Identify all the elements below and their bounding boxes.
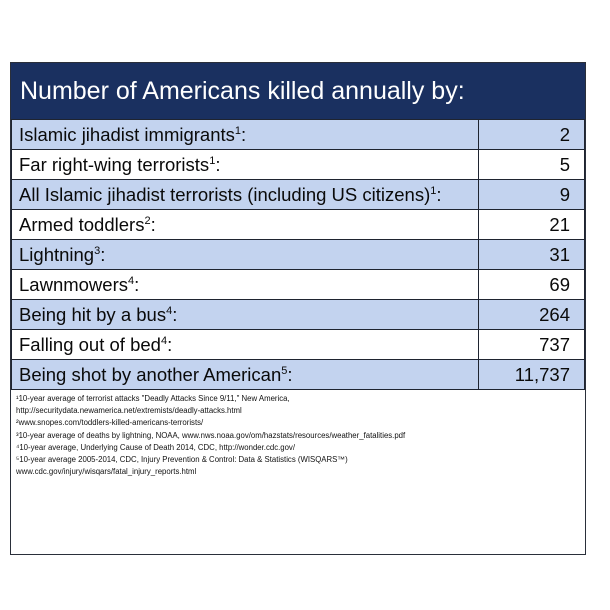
table-row [12, 180, 585, 210]
table-row [12, 330, 585, 360]
footnote-marker: 2 [144, 214, 151, 227]
row-label-cell: Lawnmowers$^4$: [12, 270, 479, 300]
table-title: Number of Americans killed annually by: [11, 63, 585, 119]
row-label: Falling out of bed [19, 333, 161, 355]
row-value: 9 [479, 180, 585, 210]
row-label: Being hit by a bus [19, 303, 167, 325]
footnote-line: ³10-year average of deaths by lightning, NOAA, www.nws.noaa.gov/om/hazstats/resources/weather_fatalities.pdf [16, 430, 406, 440]
footnote-marker: 5 [281, 364, 288, 377]
row-label: Lawnmowers [19, 273, 128, 295]
footnote-marker: 1 [209, 154, 216, 167]
footnote-marker: 4 [160, 334, 168, 347]
footnote-marker: 4 [166, 304, 173, 317]
row-label: Islamic jihadist immigrants [19, 123, 235, 145]
row-value: 21 [479, 210, 585, 240]
row-label-cell: Armed toddlers$^2$: [12, 210, 479, 240]
table-row [12, 240, 585, 270]
footnote-line: ⁵10-year average 2005-2014, CDC, Injury Prevention & Control: Data & Statistics (WISQARS™) [16, 455, 348, 465]
table-row [12, 210, 585, 240]
row-value: 5 [479, 150, 585, 180]
table-row [12, 360, 585, 390]
row-label: Armed toddlers [19, 213, 145, 235]
row-label-cell: Far right-wing terrorists$^1$: [12, 150, 479, 180]
row-label: Lightning [19, 243, 95, 265]
row-value: 2 [479, 120, 585, 150]
footnote-line: www.cdc.gov/injury/wisqars/fatal_injury_reports.html [16, 467, 197, 477]
row-value: 69 [479, 270, 585, 300]
table-row [12, 300, 585, 330]
row-value: 31 [479, 240, 585, 270]
row-value: 264 [479, 300, 585, 330]
table-row [12, 150, 585, 180]
row-label-cell: Lightning$^3$: [12, 240, 479, 270]
row-label: Being shot by another American [19, 363, 282, 385]
data-table [11, 119, 585, 390]
table-row [12, 120, 585, 150]
row-label-cell: Falling out of bed$^4$: [12, 330, 479, 360]
footnote-marker: 1 [430, 184, 437, 197]
footnote-line: http://securitydata.newamerica.net/extremists/deadly-attacks.html [16, 406, 242, 416]
row-label-cell: Islamic jihadist immigrants$^1$: [12, 120, 479, 150]
row-label-cell: All Islamic jihadist terrorists (including US citizens)$^1$: [12, 180, 479, 210]
row-label: All Islamic jihadist terrorists (including US citizens) [19, 183, 431, 205]
row-label-cell: Being hit by a bus$^4$: [12, 300, 479, 330]
row-value: 11,737 [479, 360, 585, 390]
footnote-line: ⁴10-year average, Underlying Cause of Death 2014, CDC, http://wonder.cdc.gov/ [16, 442, 295, 452]
footnote-marker: 3 [94, 244, 101, 257]
footnote-marker: 1 [234, 124, 242, 137]
footnote-line: ²www.snopes.com/toddlers-killed-americans-terrorists/ [16, 418, 204, 428]
row-label: Far right-wing terrorists [19, 153, 210, 175]
footnotes [11, 390, 585, 478]
row-value: 737 [479, 330, 585, 360]
table-row [12, 270, 585, 300]
row-label-cell: Being shot by another American$^5$: [12, 360, 479, 390]
footnote-line: ¹10-year average of terrorist attacks "Deadly Attacks Since 9/11," New America, [16, 394, 290, 403]
data-table-card [10, 62, 586, 555]
footnote-marker: 4 [128, 274, 135, 287]
